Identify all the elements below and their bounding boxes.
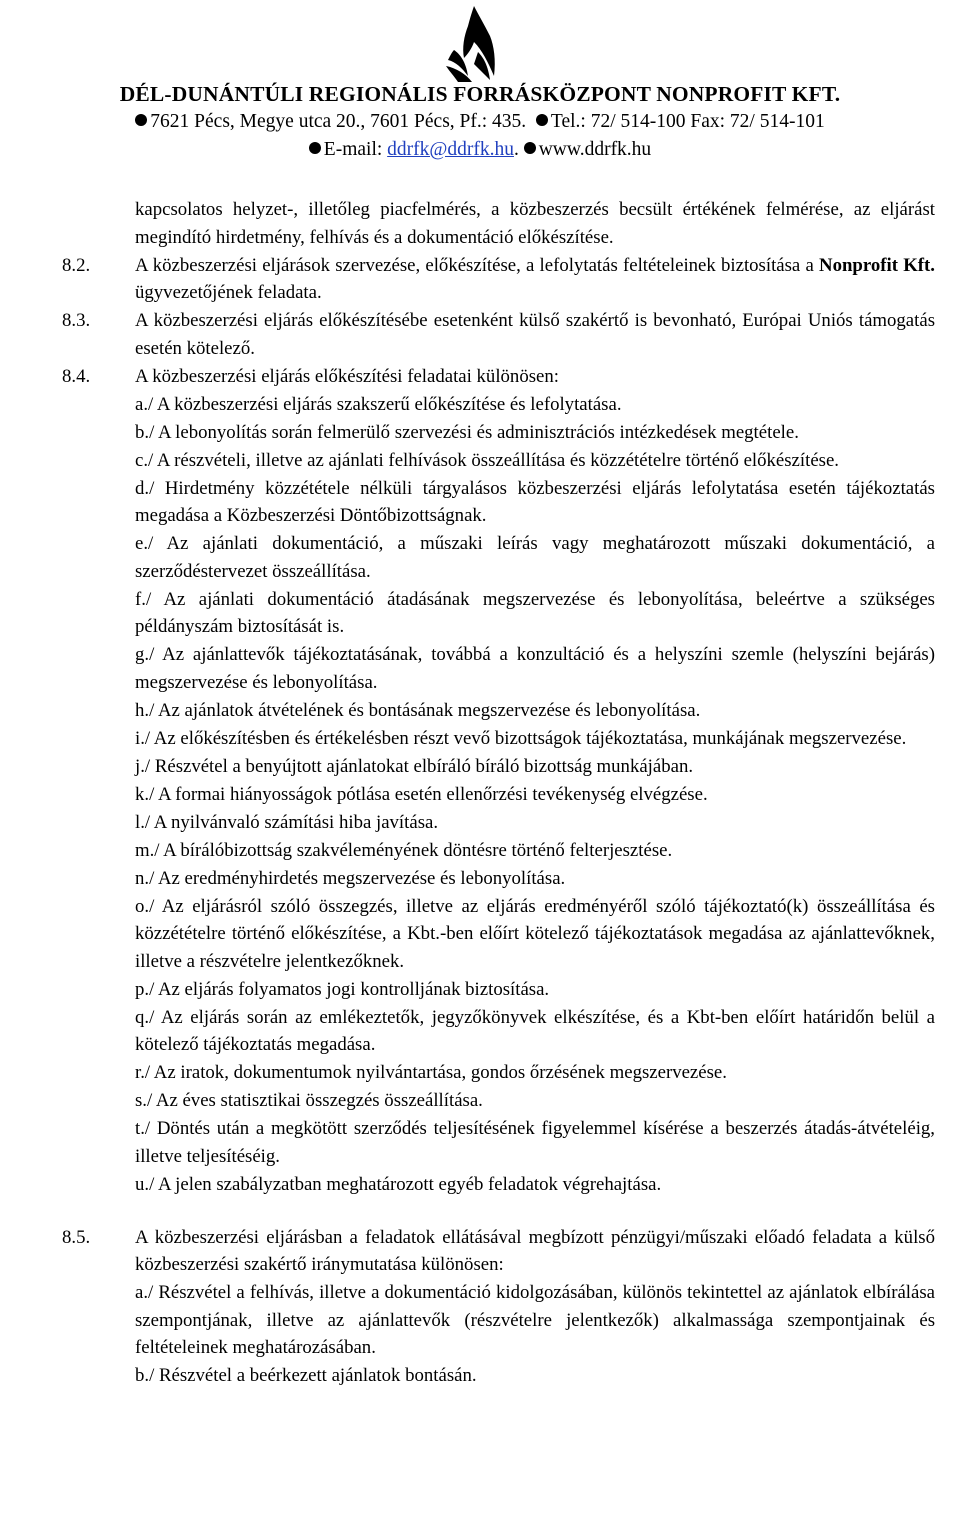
section-number: 8.3.: [62, 310, 91, 331]
section-8-2: [0, 252, 960, 307]
email-link[interactable]: ddrfk@ddrfk.hu: [387, 139, 514, 160]
section-8-4: [0, 363, 960, 391]
list-item: o./ Az eljárásról szóló összegzés, illetve az eljárás eredményéről szóló tájékoztató(k) összeállítása és közzétételre történő előkészítése, a Kbt.-ben előírt kötelező tájékoztatások megadása az ajánlattevőknek, illetve a részvételre jelentkezőknek.: [135, 895, 935, 972]
list-item: h./ Az ajánlatok átvételének és bontásának megszervezése és lebonyolítása.: [135, 699, 701, 721]
address: 7621 Pécs, Megye utca 20., 7601 Pécs, Pf.: 435.: [150, 111, 527, 132]
bullet-icon: [536, 114, 548, 126]
section-number: 8.5.: [62, 1226, 91, 1248]
bullet-icon: [524, 142, 536, 154]
list-item: e./ Az ajánlati dokumentáció, a műszaki leírás vagy meghatározott műszaki dokumentáció, a szerződéstervezet összeállítása.: [135, 533, 935, 582]
bold-term: Nonprofit Kft.: [819, 254, 936, 276]
email-label: E-mail:: [323, 139, 388, 160]
paragraph: A közbeszerzési eljárások szervezése, előkészítése, a lefolytatás feltételeinek biztosítása a Nonprofit Kft. ügyvezetőjének feladata.: [135, 254, 936, 303]
list-item: b./ Részvétel a beérkezett ajánlatok bontásán.: [135, 1365, 477, 1386]
section-number: 8.2.: [62, 254, 91, 276]
list-item: a./ Részvétel a felhívás, illetve a dokumentáció kidolgozásában, különös tekintettel az ajánlatok elbírálása szempontjának, illetve az ajánlattevők (részvételre jelentkezők) alkalmassága szempontjainak és feltételeinek meghatározásában.: [135, 1282, 935, 1358]
list-item: n./ Az eredményhirdetés megszervezése és lebonyolítása.: [135, 867, 566, 889]
list-item: g./ Az ajánlattevők tájékoztatásának, továbbá a konzultáció és a helyszíni szemle (helyszíni bejárás) megszervezése és lebonyolítása.: [135, 644, 935, 693]
list-item: p./ Az eljárás folyamatos jogi kontrolljának biztosítása.: [135, 978, 550, 1000]
list-item: k./ A formai hiányosságok pótlása esetén ellenőrzési tevékenység elvégzése.: [135, 783, 708, 805]
list-item: r./ Az iratok, dokumentumok nyilvántartása, gondos őrzésének megszervezése.: [135, 1062, 727, 1083]
paragraph: kapcsolatos helyzet-, illetőleg piacfelmérés, a közbeszerzés becsült értékének felmérése, az eljárást megindító hirdetmény, felhívás és a dokumentáció előkészítése.: [135, 199, 935, 248]
list-item: u./ A jelen szabályzatban meghatározott egyéb feladatok végrehajtása.: [135, 1173, 662, 1195]
section-8-1-continued: [0, 196, 960, 251]
list-item: d./ Hirdetmény közzététele nélküli tárgyalásos közbeszerzési eljárás lefolytatása esetén tájékoztatás megadása a Közbeszerzési Döntőbizottságnak.: [135, 477, 935, 526]
list-item: m./ A bírálóbizottság szakvéleményének döntésre történő felterjesztése.: [135, 839, 673, 861]
document-body: [0, 196, 960, 1390]
bullet-icon: [135, 114, 147, 126]
company-logo: [438, 2, 508, 84]
list-item: q./ Az eljárás során az emlékeztetők, jegyzőkönyvek elkészítése, és a Kbt-ben előírt határidőn belül a kötelező tájékoztatás megadása.: [135, 1006, 935, 1055]
organization-name: DÉL-DUNÁNTÚLI REGIONÁLIS FORRÁSKÖZPONT NONPROFIT KFT.: [119, 82, 841, 106]
section-8-5: [0, 1224, 960, 1279]
section-8-3: [0, 307, 960, 362]
list-item: c./ A részvételi, illetve az ajánlati felhívások összeállítása és közzétételre történő előkészítése.: [135, 449, 839, 471]
list-item: s./ Az éves statisztikai összegzés összeállítása.: [135, 1090, 483, 1111]
phone-fax: Tel.: 72/ 514-100 Fax: 72/ 514-101: [550, 111, 825, 132]
contact-web-line: E-mail: ddrfk@ddrfk.hu. www.ddrfk.hu: [0, 139, 960, 161]
list-item: i./ Az előkészítésben és értékelésben részt vevő bizottságok tájékoztatása, munkájának megszervezése.: [135, 727, 907, 749]
paragraph: A közbeszerzési eljárás előkészítésébe esetenként külső szakértő is bevonható, Európai Uniós támogatás esetén kötelező.: [135, 310, 935, 359]
paragraph: A közbeszerzési eljárásban a feladatok ellátásával megbízott pénzügyi/műszaki előadó feladata a külső közbeszerzési szakértő iránymutatása különösen:: [135, 1226, 935, 1275]
list-item: b./ A lebonyolítás során felmerülő szervezési és adminisztrációs intézkedések megtétele.: [135, 421, 799, 443]
list-item: l./ A nyilvánvaló számítási hiba javítása.: [135, 811, 439, 833]
section-number: 8.4.: [62, 365, 91, 387]
contact-address-line: [0, 111, 960, 133]
list-item: a./ A közbeszerzési eljárás szakszerű előkészítése és lefolytatása.: [135, 393, 622, 415]
list-item: j./ Részvétel a benyújtott ajánlatokat elbíráló bíráló bizottság munkájában.: [135, 755, 694, 777]
list-item: t./ Döntés után a megkötött szerződés teljesítésének figyelemmel kísérése a beszerzés átadás-átvételéig, illetve teljesítéséig.: [135, 1118, 935, 1167]
bullet-icon: [309, 142, 321, 154]
website-link[interactable]: www.ddrfk.hu: [538, 139, 652, 160]
list-item: f./ Az ajánlati dokumentáció átadásának megszervezése és lebonyolítása, beleértve a szükséges példányszám biztosítását is.: [135, 588, 935, 637]
paragraph: A közbeszerzési eljárás előkészítési feladatai különösen:: [135, 365, 559, 387]
